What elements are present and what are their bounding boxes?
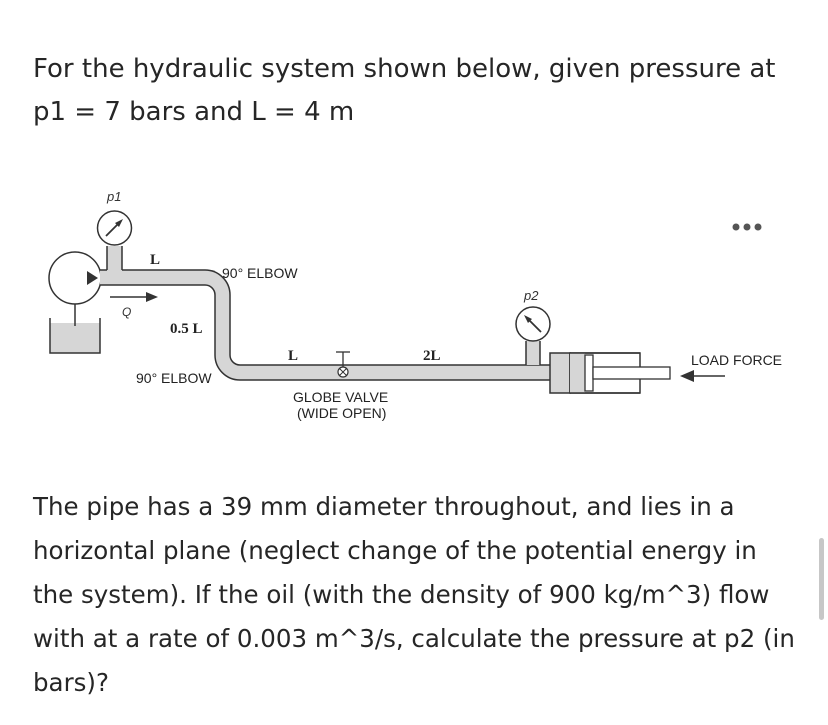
pipe-segment-vertical [215, 295, 230, 355]
valve-label-line1: GLOBE VALVE [293, 389, 389, 405]
lower-elbow-label: 90° ELBOW [136, 370, 212, 386]
load-force-label: LOAD FORCE [691, 352, 783, 368]
p2-label: p2 [524, 288, 539, 303]
q-label: Q [122, 305, 132, 319]
lower-elbow [215, 355, 240, 380]
l-bottom-label: L [288, 348, 299, 364]
l-top-label: L [150, 252, 161, 268]
hydraulic-system-diagram [30, 178, 800, 438]
two-l-label: 2L [423, 348, 441, 364]
load-force-arrow [680, 370, 725, 382]
p1-label: p1 [107, 189, 122, 204]
flow-arrow [110, 292, 158, 302]
pipe-segment-bottom [240, 365, 550, 380]
p1-gauge [98, 211, 132, 271]
upper-elbow-label: 90° ELBOW [222, 265, 298, 281]
question-text: The pipe has a 39 mm diameter throughout, and lies in a horizontal plane (neglect change of the potential energy in the system). If the oil (with the density of 900 kg/m^3) flow with at a rate of 0.003 m^3/s, calculate the pressure at p2 (in bars)? [33, 492, 795, 697]
valve-label-line2: (WIDE OPEN) [297, 405, 387, 421]
pipe-segment-top [100, 270, 215, 285]
intro-text: For the hydraulic system shown below, given pressure at p1 = 7 bars and L = 4 m [33, 54, 776, 127]
pump [49, 252, 101, 304]
reservoir [50, 298, 100, 353]
p2-gauge [516, 307, 550, 365]
scrollbar[interactable] [819, 538, 824, 620]
half-l-label: 0.5 L [170, 321, 203, 337]
more-options-icon[interactable] [733, 224, 762, 231]
hydraulic-cylinder [550, 353, 670, 393]
